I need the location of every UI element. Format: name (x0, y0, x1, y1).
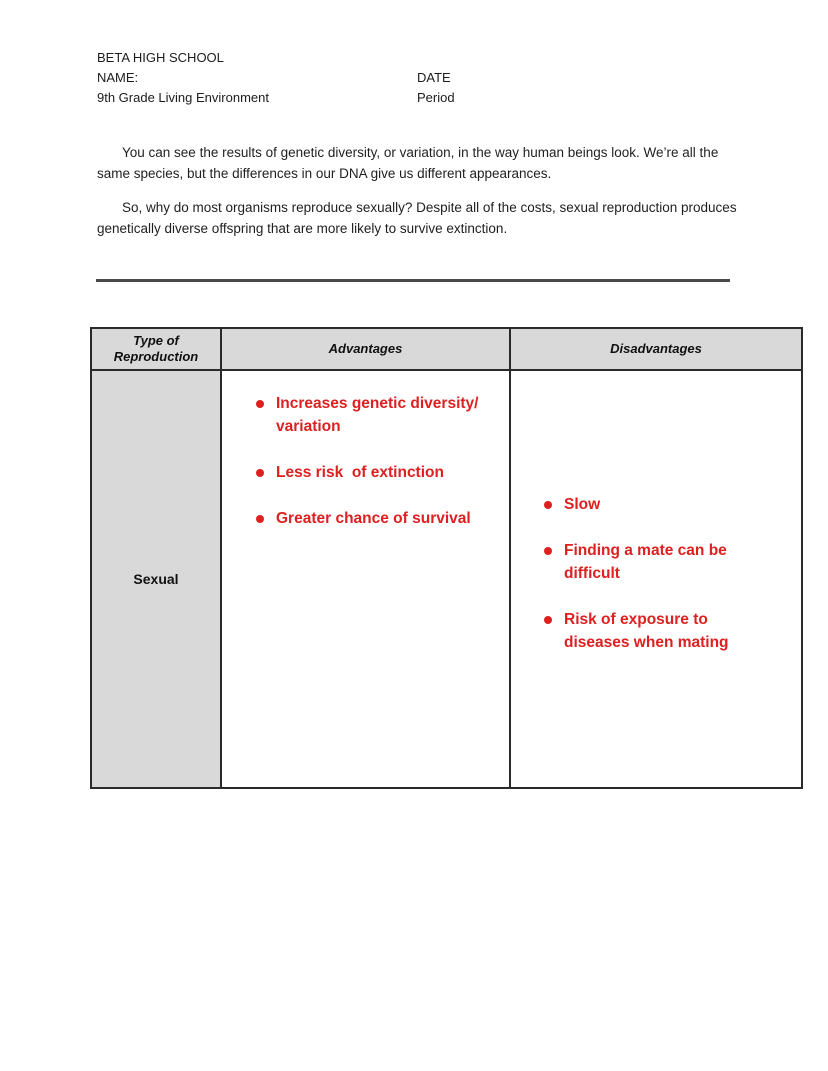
row-label-sexual (92, 371, 222, 787)
advantage-item (256, 507, 499, 530)
document-header (97, 48, 717, 108)
bullet-icon (544, 547, 552, 555)
section-divider-line (96, 279, 730, 282)
column-header-advantages: Advantages (222, 329, 511, 371)
bullet-icon (256, 469, 264, 477)
column-header-disadvantages: Disadvantages (511, 329, 801, 371)
advantage-text: Less risk of extinction (276, 464, 444, 481)
date-label: DATE (417, 70, 451, 85)
advantages-cell (222, 371, 511, 787)
school-name: BETA HIGH SCHOOL (97, 50, 224, 65)
bullet-icon (256, 515, 264, 523)
reproduction-table (90, 327, 803, 789)
header-line-course-period (97, 88, 717, 108)
bullet-icon (544, 616, 552, 624)
advantage-item (256, 392, 499, 438)
intro-paragraph-2: So, why do most organisms reproduce sexually? Despite all of the costs, sexual reproduction produces genetically diverse offspring that are more likely to survive extinction. (97, 199, 737, 236)
disadvantage-item (544, 539, 791, 585)
name-label: NAME: (97, 70, 139, 85)
disadvantage-item (544, 493, 791, 516)
reproduction-type-label: Sexual (133, 571, 179, 587)
disadvantage-text: Finding a mate can be difficult (564, 542, 732, 582)
header-line-name-date (97, 68, 717, 88)
bullet-icon (256, 400, 264, 408)
disadvantage-text: Slow (564, 496, 601, 513)
header-line-school (97, 48, 717, 68)
column-header-type-of-reproduction: Type of Reproduction (92, 329, 222, 371)
disadvantage-item (544, 608, 791, 654)
advantage-text: Increases genetic diversity/ variation (276, 395, 483, 435)
disadvantages-cell (511, 371, 801, 787)
period-label: Period (417, 90, 455, 105)
advantage-text: Greater chance of survival (276, 510, 471, 527)
disadvantage-text: Risk of exposure to diseases when mating (564, 611, 729, 651)
advantage-item (256, 461, 499, 484)
course-title: 9th Grade Living Environment (97, 90, 269, 105)
bullet-icon (544, 501, 552, 509)
intro-paragraph-1: You can see the results of genetic diversity, or variation, in the way human beings look. We’re all the same species, but the differences in our DNA give us different appearances. (97, 144, 719, 181)
